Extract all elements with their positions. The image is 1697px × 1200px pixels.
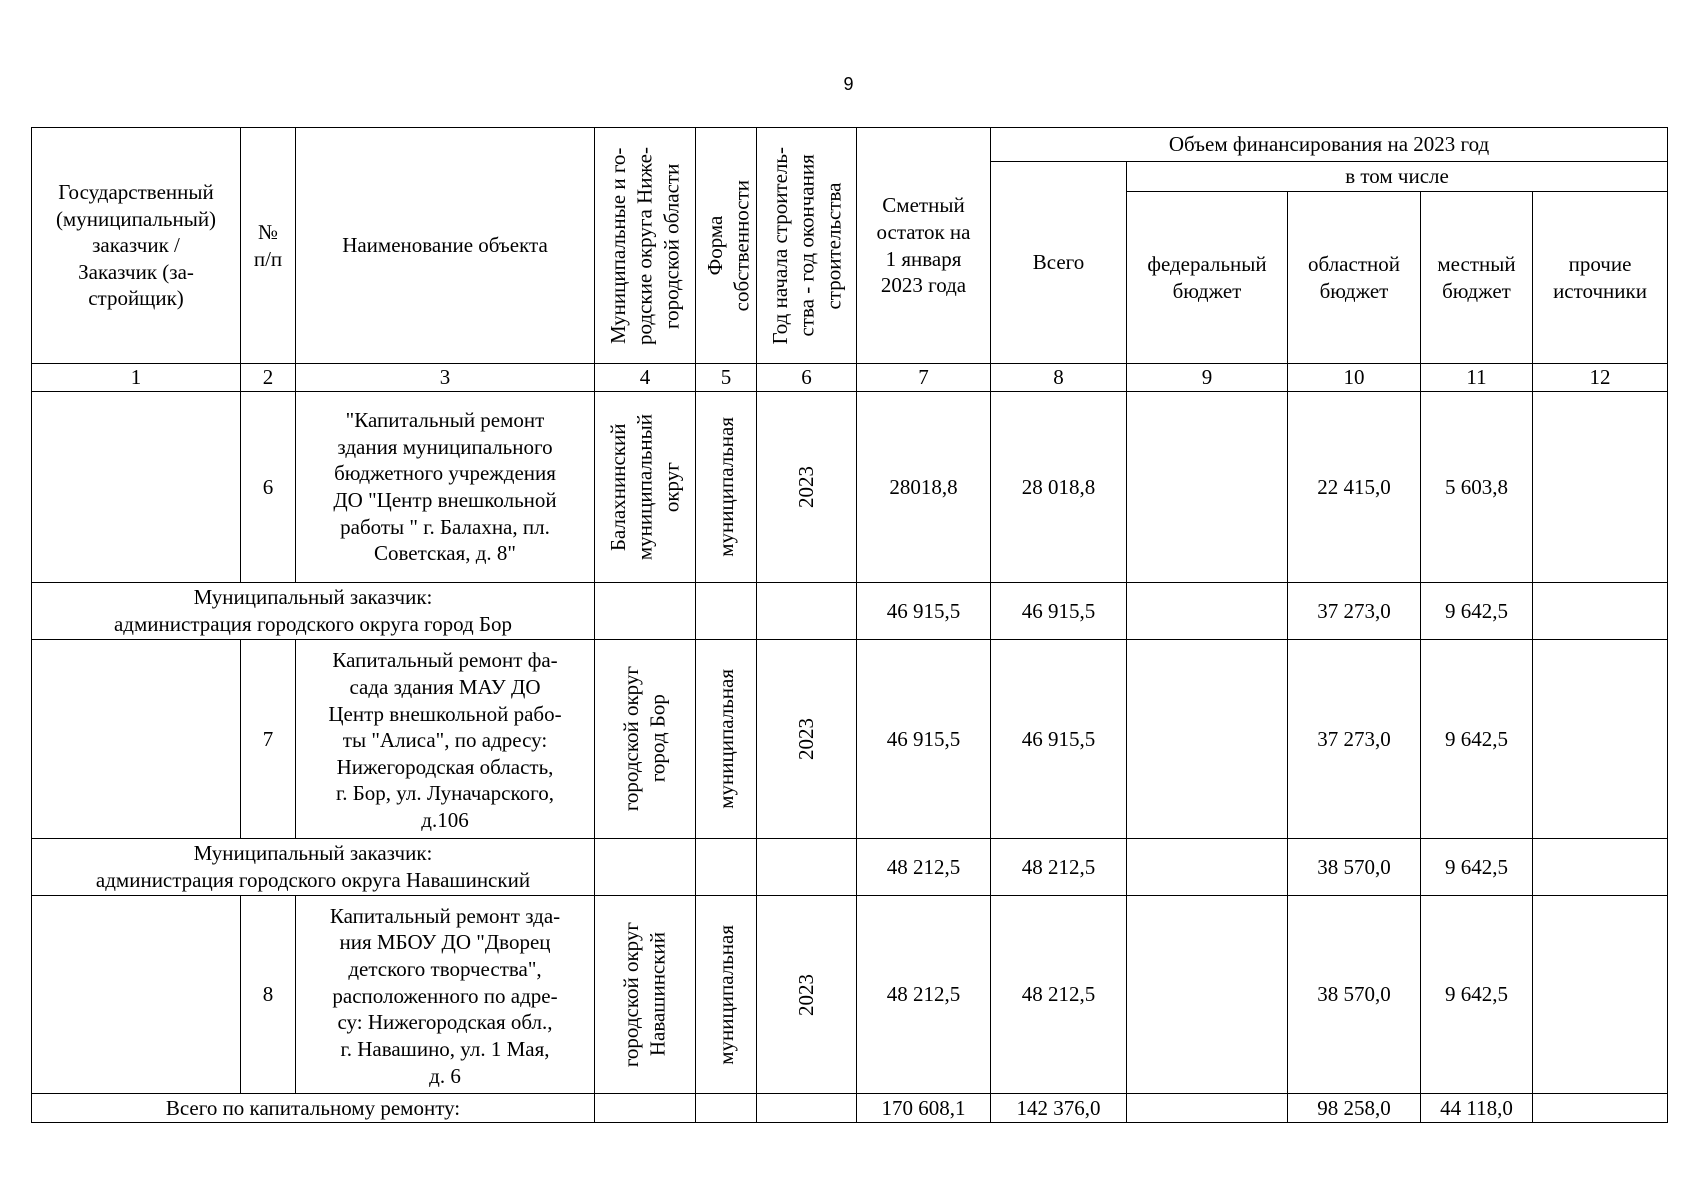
text-line: прочие	[1568, 251, 1632, 276]
federal-value	[1127, 640, 1288, 839]
header-funding: Объем финансирования на 2023 год	[991, 128, 1668, 162]
column-number: 5	[696, 364, 757, 392]
text-line: ния МБОУ ДО "Дворец	[339, 930, 551, 955]
text-line: сада здания МАУ ДО	[349, 674, 541, 699]
header-regional	[1288, 192, 1421, 364]
text-line: Нижегородская область,	[336, 754, 554, 779]
customer-row	[32, 583, 1668, 640]
text-line: (муниципальный)	[55, 206, 217, 231]
text-line: д. 6	[429, 1063, 461, 1088]
local-value: 9 642,5	[1421, 839, 1533, 896]
text-line: Форма	[703, 215, 727, 276]
text-line: округ	[659, 461, 684, 513]
municipality	[595, 583, 696, 640]
text-line: 2023 года	[880, 273, 967, 298]
table-row	[32, 392, 1668, 583]
total-value: 48 212,5	[991, 896, 1127, 1094]
customer-name	[32, 839, 595, 896]
total-value: 46 915,5	[991, 583, 1127, 640]
federal-value	[1127, 896, 1288, 1094]
estimate-value: 46 915,5	[857, 583, 991, 640]
column-number: 6	[757, 364, 857, 392]
text-line: городской округ	[619, 666, 644, 812]
federal-value	[1127, 392, 1288, 583]
municipality	[595, 640, 696, 839]
header-years	[757, 128, 857, 364]
grand-total-total: 142 376,0	[991, 1094, 1127, 1123]
header-ownership	[696, 128, 757, 364]
item-number: 8	[241, 896, 296, 1094]
customer-cell	[32, 640, 241, 839]
customer-name	[32, 583, 595, 640]
municipality	[595, 896, 696, 1094]
header-including: в том числе	[1127, 162, 1668, 192]
column-number: 9	[1127, 364, 1288, 392]
header-estimate	[857, 128, 991, 364]
text-line: строительства	[820, 181, 845, 309]
text-line: Муниципальные и го-	[606, 147, 631, 344]
other-value	[1533, 583, 1668, 640]
object-name	[296, 640, 595, 839]
estimate-value: 28018,8	[857, 392, 991, 583]
local-value: 9 642,5	[1421, 640, 1533, 839]
text-line: Государственный	[58, 179, 214, 204]
regional-value: 22 415,0	[1288, 392, 1421, 583]
grand-total-row	[32, 1094, 1668, 1123]
total-value: 46 915,5	[991, 640, 1127, 839]
header-total: Всего	[991, 162, 1127, 364]
text-line: Сметный	[882, 193, 965, 218]
text-line: городской области	[659, 162, 684, 329]
text-line: г. Бор, ул. Луначарского,	[336, 781, 554, 806]
header-row-1	[32, 128, 1668, 162]
text-line: детского творчества",	[348, 957, 542, 982]
total-value: 28 018,8	[991, 392, 1127, 583]
ownership: муниципальная	[696, 896, 757, 1094]
federal-value	[1127, 583, 1288, 640]
text-line: Год начала строитель-	[767, 146, 792, 345]
column-number: 1	[32, 364, 241, 392]
estimate-value: 48 212,5	[857, 896, 991, 1094]
text-line: расположенного по адре-	[332, 983, 558, 1008]
text-line: здания муниципального	[337, 434, 553, 459]
text-line: работы " г. Балахна, пл.	[340, 514, 550, 539]
text-line: Балахнинский	[606, 423, 631, 551]
construction-years: 2023	[757, 896, 857, 1094]
customer-cell	[32, 896, 241, 1094]
text-line: су: Нижегородская обл.,	[337, 1010, 553, 1035]
column-numbers-row	[32, 364, 1668, 392]
construction-years	[757, 583, 857, 640]
text-line: Капитальный ремонт фа-	[332, 648, 558, 673]
text-line: родские округа Ниже-	[632, 146, 657, 345]
header-object-name: Наименование объекта	[296, 128, 595, 364]
ownership	[696, 1094, 757, 1123]
other-value	[1533, 896, 1668, 1094]
table-row	[32, 640, 1668, 839]
text-line: Центр внешкольной рабо-	[328, 701, 562, 726]
customer-cell	[32, 392, 241, 583]
text-line: ДО "Центр внешкольной	[333, 488, 557, 512]
regional-value: 37 273,0	[1288, 583, 1421, 640]
other-value	[1533, 392, 1668, 583]
grand-total-regional: 98 258,0	[1288, 1094, 1421, 1123]
regional-value: 38 570,0	[1288, 896, 1421, 1094]
regional-value: 38 570,0	[1288, 839, 1421, 896]
column-number: 10	[1288, 364, 1421, 392]
text-line: администрация городского округа город Бор	[113, 612, 513, 636]
grand-total-other	[1533, 1094, 1668, 1123]
text-line: "Капитальный ремонт	[345, 408, 545, 433]
grand-total-estimate: 170 608,1	[857, 1094, 991, 1123]
text-line: Муниципальный заказчик:	[193, 841, 433, 866]
text-line: д.106	[421, 808, 469, 833]
header-federal	[1127, 192, 1288, 364]
text-line: местный	[1437, 251, 1516, 276]
text-line: Советская, д. 8"	[374, 541, 516, 566]
text-line: городской округ	[619, 921, 644, 1068]
text-line: 1 января	[885, 246, 962, 271]
text-line: бюджет	[1319, 278, 1389, 303]
construction-years: 2023	[757, 392, 857, 583]
text-line: бюджет	[1172, 278, 1242, 303]
text-line: город Бор	[646, 695, 670, 783]
text-line: Заказчик (за-	[78, 259, 194, 284]
municipality	[595, 1094, 696, 1123]
construction-years: 2023	[757, 640, 857, 839]
column-number: 11	[1421, 364, 1533, 392]
estimate-value: 46 915,5	[857, 640, 991, 839]
federal-value	[1127, 839, 1288, 896]
header-municipality	[595, 128, 696, 364]
column-number: 12	[1533, 364, 1668, 392]
regional-value: 37 273,0	[1288, 640, 1421, 839]
financing-table	[31, 127, 1668, 1123]
grand-total-federal	[1127, 1094, 1288, 1123]
text-line: остаток на	[876, 219, 971, 244]
column-number: 8	[991, 364, 1127, 392]
header-number	[241, 128, 296, 364]
object-name	[296, 896, 595, 1094]
ownership: муниципальная	[696, 392, 757, 583]
item-number: 7	[241, 640, 296, 839]
object-name	[296, 392, 595, 583]
construction-years	[757, 839, 857, 896]
local-value: 5 603,8	[1421, 392, 1533, 583]
text-line: Навашинский	[646, 932, 670, 1057]
other-value	[1533, 839, 1668, 896]
grand-total-local: 44 118,0	[1421, 1094, 1533, 1123]
text-line: ты "Алиса", по адресу:	[342, 728, 548, 753]
text-line: ства - год окончания	[794, 154, 819, 337]
ownership	[696, 583, 757, 640]
column-number: 4	[595, 364, 696, 392]
municipality	[595, 839, 696, 896]
column-number: 2	[241, 364, 296, 392]
table-row	[32, 896, 1668, 1094]
text-line: бюджет	[1442, 278, 1511, 303]
text-line: заказчик /	[92, 233, 180, 258]
text-line: Капитальный ремонт зда-	[329, 903, 561, 928]
text-line: администрация городского округа Навашинский	[95, 868, 531, 892]
item-number: 6	[241, 392, 296, 583]
text-line: источники	[1553, 278, 1647, 303]
other-value	[1533, 640, 1668, 839]
column-number: 3	[296, 364, 595, 392]
construction-years	[757, 1094, 857, 1123]
header-other	[1533, 192, 1668, 364]
column-number: 7	[857, 364, 991, 392]
total-value: 48 212,5	[991, 839, 1127, 896]
text-line: №	[257, 219, 279, 244]
page-number: 9	[843, 74, 854, 94]
grand-total-label: Всего по капитальному ремонту:	[32, 1094, 595, 1123]
header-customer	[32, 128, 241, 364]
text-line: областной	[1308, 251, 1400, 276]
text-line: стройщик)	[88, 286, 184, 311]
customer-row	[32, 839, 1668, 896]
text-line: бюджетного учреждения	[334, 461, 556, 486]
text-line: собственности	[729, 179, 754, 312]
estimate-value: 48 212,5	[857, 839, 991, 896]
text-line: п/п	[253, 246, 283, 271]
text-line: Муниципальный заказчик:	[193, 585, 433, 610]
ownership	[696, 839, 757, 896]
local-value: 9 642,5	[1421, 583, 1533, 640]
header-local	[1421, 192, 1533, 364]
municipality	[595, 392, 696, 583]
ownership: муниципальная	[696, 640, 757, 839]
text-line: федеральный	[1147, 251, 1267, 276]
text-line: г. Навашино, ул. 1 Мая,	[340, 1036, 550, 1061]
text-line: муниципальный	[632, 413, 657, 561]
local-value: 9 642,5	[1421, 896, 1533, 1094]
